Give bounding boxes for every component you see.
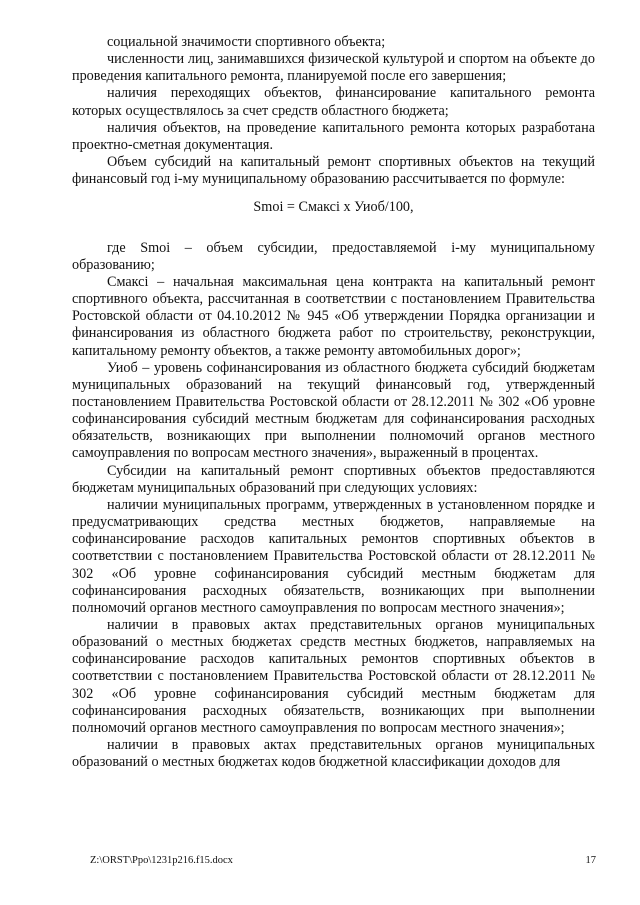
- paragraph-transitional-objects: наличия переходящих объектов, финансирование капитального ремонта которых осуществлялось за счет средств областного бюджета;: [72, 85, 595, 119]
- page-number: 17: [585, 855, 596, 866]
- paragraph-social-significance: социальной значимости спортивного объекта;: [107, 34, 386, 50]
- subsidy-formula: Smoi = Смаксi х Уиоб/100,: [253, 199, 414, 216]
- paragraph-number-of-athletes: численности лиц, занимавшихся физической культурой и спортом на объекте до проведения капитального ремонта, планируемой после его завершения;: [72, 51, 595, 85]
- paragraph-smaksi-definition: Смаксi – начальная максимальная цена контракта на капитальный ремонт спортивного объекта, рассчитанная в соответствии с постановлением Правительства Ростовской области от 04.10.2012 № 945 «Об утверждении Порядка организации и финансирования из областного бюджета работ по строительству, реконструкции, капитальному ремонту объектов, а также ремонту автомобильных дорог»;: [72, 273, 595, 359]
- paragraph-subsidy-conditions: Субсидии на капитальный ремонт спортивных объектов предоставляются бюджетам муниципальных образований при следующих условиях:: [72, 462, 595, 496]
- paragraph-smoi-definition: где Smoi – объем субсидии, предоставляемой i-му муниципальному образованию;: [72, 239, 595, 273]
- paragraph-condition-budget-funds: наличии в правовых актах представительных органов муниципальных образований о местных бюджетах средств местных бюджетов, направляемых на софинансирование расходов капитальных ремонтов спортивных объектов в соответствии с постановлением Правительства Ростовской области от 28.12.2011 № 302 «Об уровне софинансирования субсидий местным бюджетам для софинансирования расходных обязательств, возникающих при выполнении полномочий органов местного самоуправления по вопросам местного значения»;: [72, 617, 595, 736]
- paragraph-subsidy-volume: Объем субсидий на капитальный ремонт спортивных объектов на текущий финансовый год i-му муниципальному образованию рассчитывается по формуле:: [72, 154, 595, 188]
- paragraph-design-documentation: наличия объектов, на проведение капитального ремонта которых разработана проектно-сметная документация.: [72, 119, 595, 153]
- paragraph-uiob-definition: Уиоб – уровень софинансирования из областного бюджета субсидий бюджетам муниципальных образований на текущий финансовый год, утвержденный постановлением Правительства Ростовской области от 28.12.2011 № 302 «Об уровне софинансирования субсидий местным бюджетам для софинансирования расходных обязательств, возникающих при выполнении полномочий органов местного самоуправления по вопросам местного значения», выраженный в процентах.: [72, 359, 595, 462]
- paragraph-condition-budget-codes: наличии в правовых актах представительных органов муниципальных образований о местных бюджетах кодов бюджетной классификации доходов для: [72, 737, 595, 771]
- document-page: [72, 34, 595, 771]
- file-path: Z:\ORST\Ppo\1231p216.f15.docx: [90, 855, 233, 866]
- paragraph-condition-municipal-programs: наличии муниципальных программ, утвержденных в установленном порядке и предусматривающих средства местных бюджетов, направляемые на софинансирование расходов капитальных ремонтов спортивных объектов в соответствии с постановлением Правительства Ростовской области от 28.12.2011 № 302 «Об уровне софинансирования субсидий местным бюджетам для софинансирования расходных обязательств, возникающих при выполнении полномочий органов местного самоуправления по вопросам местного значения»;: [72, 496, 595, 616]
